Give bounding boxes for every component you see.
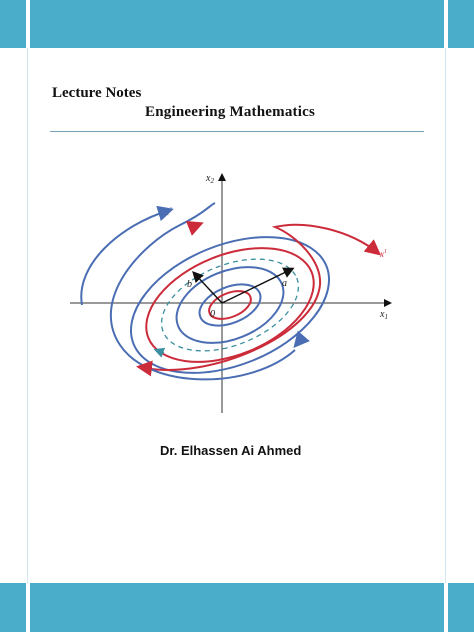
title-engineering-mathematics: Engineering Mathematics [145, 104, 315, 120]
top-banner [0, 0, 474, 48]
trajectory-red-label: $x^1$ [380, 249, 387, 259]
top-banner-right-notch [444, 0, 448, 48]
orbit-arrow-blue-right [296, 338, 302, 345]
trajectory-blue-label: $x^2$ [165, 207, 172, 217]
trajectory-red-x1 [145, 225, 378, 370]
orbit-dashed [148, 241, 311, 369]
trajectory-blue-x2-arm [81, 210, 170, 305]
origin-label: 0 [210, 309, 215, 320]
orbit-blue-mid [165, 252, 294, 357]
orbit-arrow-red-top [190, 224, 200, 228]
title-divider [50, 131, 424, 132]
vector-b-label: b [187, 279, 192, 290]
left-margin-line [27, 48, 28, 583]
title-lecture-notes: Lecture Notes [52, 85, 142, 101]
orbit-arrow-red-bottom [140, 367, 148, 368]
x1-axis-label: $x_1$ [380, 309, 388, 321]
phase-portrait-figure [60, 165, 400, 415]
x2-axis-label: $x_2$ [206, 173, 214, 185]
vector-a-label: a [282, 278, 287, 289]
bottom-banner [0, 583, 474, 632]
right-margin-line [445, 48, 446, 583]
author-name: Dr. Elhassen Ai Ahmed [160, 443, 302, 458]
bottom-banner-left-notch [26, 583, 30, 632]
top-banner-left-notch [26, 0, 30, 48]
bottom-banner-right-notch [444, 583, 448, 632]
